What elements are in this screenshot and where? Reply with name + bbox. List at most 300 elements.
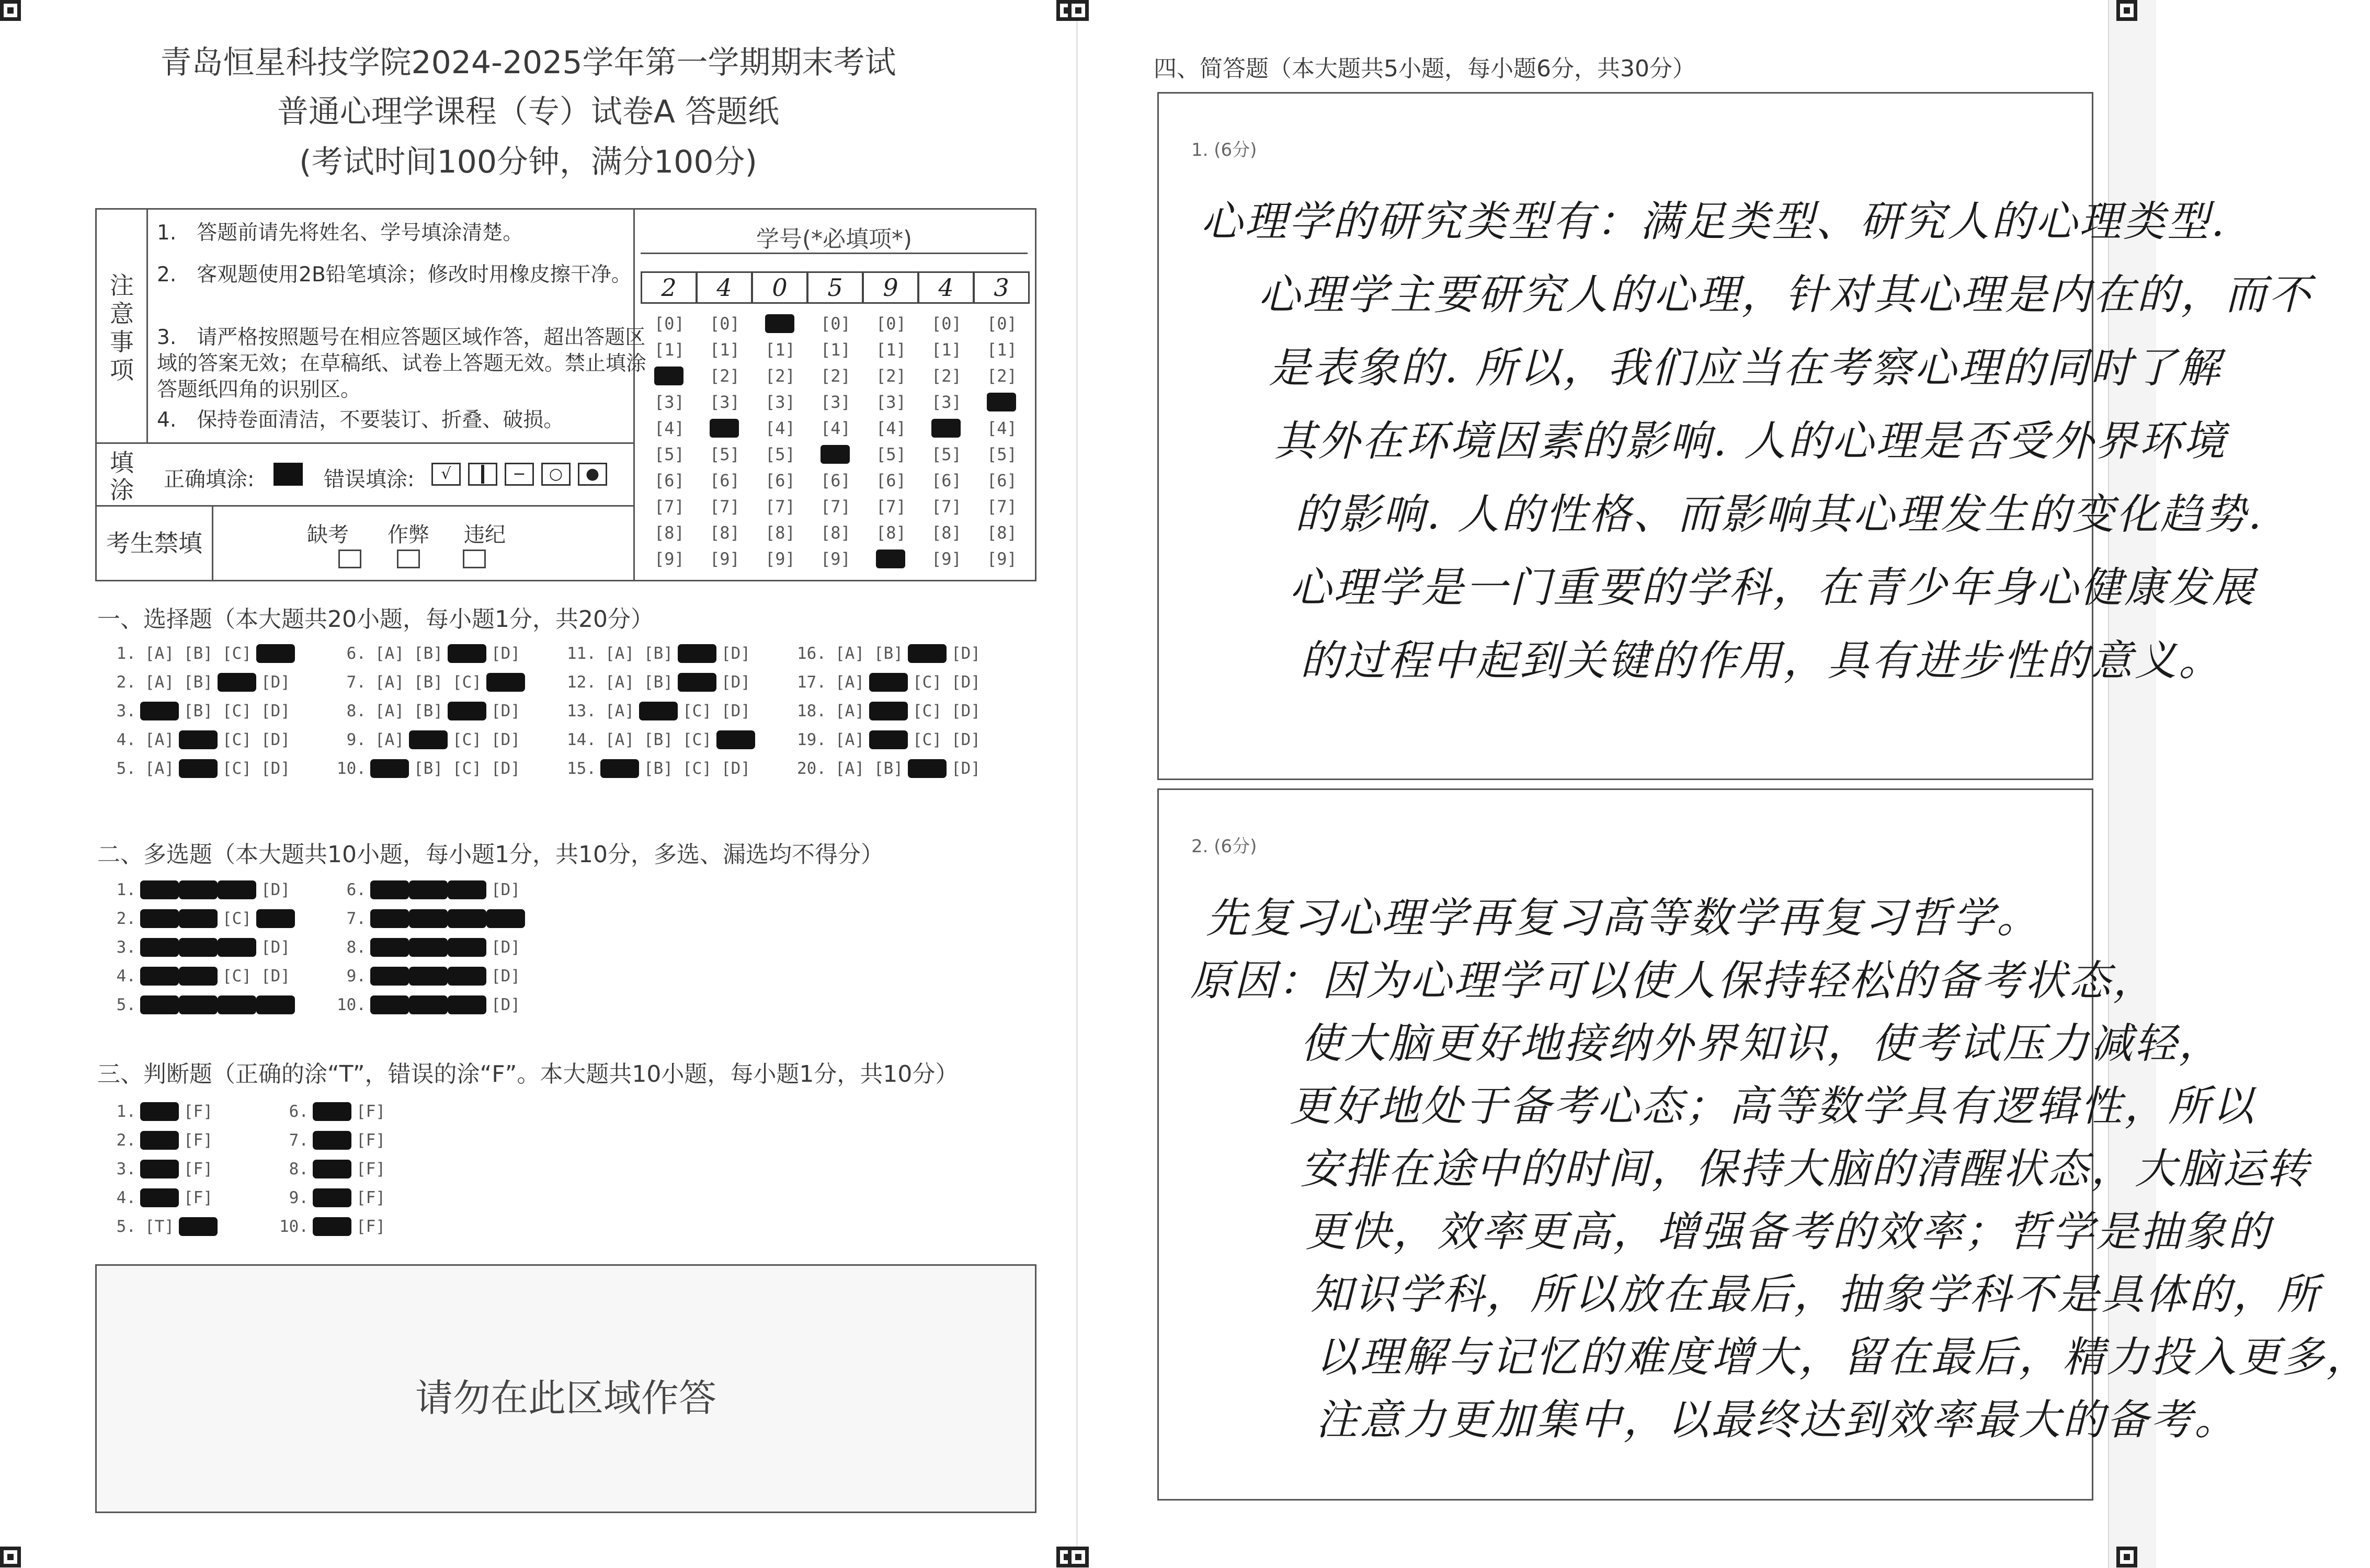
answer-bubble[interactable]: [D] (721, 673, 750, 692)
question-row (276, 1188, 390, 1207)
handwritten-line: 安排在途中的时间，保持大脑的清醒状态，大脑运转 (1300, 1144, 2310, 1193)
question-row (334, 702, 525, 720)
answer-bubble[interactable]: [C] (222, 909, 252, 928)
question-number: 18. (797, 702, 826, 720)
answer-bubble[interactable]: [T] (313, 1160, 351, 1178)
answer-bubble[interactable]: [D] (256, 995, 295, 1014)
student-id-bubble[interactable]: [5] (654, 444, 685, 464)
answer-bubble[interactable]: [D] (491, 938, 520, 957)
answer-bubble[interactable]: [C] (913, 730, 942, 749)
question-row (276, 1160, 390, 1178)
corner-mark-icon (0, 1547, 21, 1567)
student-id-bubble[interactable]: [6] (931, 471, 962, 490)
question-row (276, 1217, 390, 1236)
corner-mark-icon (2116, 1547, 2137, 1567)
answer-bubble[interactable]: [A] (370, 909, 409, 928)
answer-bubble[interactable]: [C] (678, 673, 716, 692)
answer-bubble[interactable]: [B] (179, 938, 218, 957)
corner-mark-icon (2116, 0, 2137, 21)
question-row (104, 995, 295, 1014)
handwritten-line: 是表象的. 所以，我们应当在考察心理的同时了解 (1269, 344, 2222, 392)
answer-bubble[interactable]: [C] (913, 702, 942, 720)
answer-bubble[interactable]: [F] (356, 1160, 385, 1178)
question-number: 17. (797, 673, 826, 692)
question-row (334, 967, 525, 986)
student-id-bubble[interactable]: [2] (987, 366, 1017, 386)
handwritten-line: 其外在环境因素的影响. 人的心理是否受外界环境 (1274, 417, 2227, 465)
question-row (104, 1131, 218, 1150)
answer-bubble[interactable]: [A] (370, 995, 409, 1014)
answer-bubble[interactable]: [F] (184, 1131, 213, 1150)
answer-bubble[interactable]: [B] (409, 880, 448, 899)
answer-bubble[interactable]: [C] (222, 967, 252, 986)
student-id-bubble[interactable]: [7] (876, 497, 906, 517)
student-id-bubble[interactable]: [4] (876, 418, 906, 438)
answer-box-q1[interactable] (1157, 92, 2312, 780)
corner-mark-icon (1068, 1547, 1089, 1567)
answer-bubble[interactable]: [A] (605, 673, 634, 692)
student-id-bubble[interactable]: [2] (876, 366, 906, 386)
answer-bubble[interactable]: [A] (605, 702, 634, 720)
answer-bubble[interactable]: [A] (835, 702, 864, 720)
answer-bubble[interactable]: [C] (682, 730, 712, 749)
answer-bubble[interactable]: [D] (951, 673, 981, 692)
student-id-bubble[interactable]: [5] (765, 444, 795, 464)
answer-bubble[interactable]: [B] (179, 967, 218, 986)
answer-bubble[interactable]: [B] (409, 730, 448, 749)
question-number: 9. (289, 1188, 309, 1207)
student-id-bubble[interactable]: [0] (765, 314, 795, 334)
wrong-mark-dash-icon: − (505, 463, 534, 486)
answer-bubble[interactable]: [B] (184, 644, 213, 663)
answer-bubble[interactable]: [C] (452, 759, 482, 778)
student-id-digit: 3 (973, 271, 1030, 304)
answer-bubble[interactable]: [A] (140, 995, 179, 1014)
question-number: 13. (567, 702, 596, 720)
forbidden-label: 考生禁填 (106, 529, 202, 557)
answer-bubble[interactable]: [B] (179, 995, 218, 1014)
student-id-bubble[interactable]: [3] (931, 392, 962, 412)
q2-label: 2. (6分) (1191, 836, 1257, 857)
exam-subtitle: 普通心理学课程（专）试卷A 答题纸 (277, 94, 780, 130)
answer-bubble[interactable]: [A] (370, 759, 409, 778)
question-row (334, 673, 525, 692)
question-number: 2. (116, 1131, 136, 1150)
student-id-bubble[interactable]: [1] (876, 340, 906, 360)
handwritten-line: 心理学是一门重要的学科，在青少年身心健康发展 (1290, 563, 2256, 612)
question-number: 12. (567, 673, 596, 692)
answer-bubble[interactable]: [C] (222, 702, 252, 720)
answer-bubble[interactable]: [D] (491, 644, 520, 663)
answer-bubble[interactable]: [D] (491, 880, 520, 899)
question-row (794, 702, 985, 720)
student-id-bubble[interactable]: [6] (987, 471, 1017, 490)
answer-bubble[interactable]: [B] (179, 880, 218, 899)
answer-bubble[interactable]: [D] (256, 909, 295, 928)
student-id-bubble[interactable]: [0] (821, 314, 851, 334)
answer-bubble[interactable]: [A] (375, 702, 404, 720)
answer-bubble[interactable]: [A] (600, 759, 639, 778)
answer-bubble[interactable]: [T] (313, 1131, 351, 1150)
student-id-bubble[interactable]: [8] (710, 523, 740, 543)
answer-bubble[interactable]: [A] (835, 673, 864, 692)
answer-bubble[interactable]: [B] (184, 673, 213, 692)
notice-label: 注意事项 (110, 271, 134, 384)
answer-bubble[interactable]: [F] (356, 1131, 385, 1150)
answer-bubble[interactable]: [D] (261, 938, 290, 957)
correct-fill-swatch (274, 463, 303, 486)
section1-title: 一、选择题（本大题共20小题，每小题1分，共20分） (97, 606, 654, 633)
answer-bubble[interactable]: [A] (145, 759, 174, 778)
handwritten-line: 原因：因为心理学可以使人保持轻松的备考状态， (1190, 956, 2157, 1005)
handwritten-line: 更好地处于备考心态；高等数学具有逻辑性，所以 (1290, 1082, 2256, 1130)
answer-bubble[interactable]: [B] (414, 644, 443, 663)
student-id-bubble[interactable]: [9] (765, 549, 795, 569)
answer-bubble[interactable]: [C] (222, 759, 252, 778)
student-id-bubble[interactable]: [1] (765, 340, 795, 360)
question-number: 11. (567, 644, 596, 663)
question-number: 7. (289, 1131, 309, 1150)
student-id-bubble[interactable]: [7] (654, 497, 685, 517)
answer-bubble[interactable]: [A] (140, 702, 179, 720)
answer-box-q2[interactable] (1157, 788, 2370, 1501)
wrong-mark-check-icon: √ (431, 463, 461, 486)
student-id-bubble[interactable]: [6] (876, 471, 906, 490)
answer-bubble[interactable]: [C] (682, 702, 712, 720)
handwritten-line: 心理学主要研究人的心理，针对其心理是内在的，而不 (1258, 270, 2312, 319)
absent-checkbox[interactable] (338, 550, 361, 568)
student-id-digit: 0 (751, 271, 808, 304)
student-id-bubble[interactable]: [1] (987, 340, 1017, 360)
student-id-bubble[interactable]: [8] (654, 523, 685, 543)
student-id-bubble[interactable]: [0] (654, 314, 685, 334)
student-id-bubble[interactable]: [3] (710, 392, 740, 412)
student-id-bubble[interactable]: [9] (821, 549, 851, 569)
student-id-bubble[interactable]: [1] (654, 340, 685, 360)
question-row (794, 644, 985, 663)
student-id-bubble[interactable]: [7] (710, 497, 740, 517)
student-id-bubble[interactable]: [6] (654, 471, 685, 490)
student-id-digit: 4 (918, 271, 974, 304)
answer-bubble[interactable]: [B] (869, 730, 908, 749)
student-id-bubble[interactable]: [6] (765, 471, 795, 490)
question-row (104, 759, 295, 778)
student-id-bubble[interactable]: [9] (710, 549, 740, 569)
student-id-bubble[interactable]: [4] (931, 418, 962, 438)
answer-bubble[interactable]: [C] (682, 759, 712, 778)
student-id-bubble[interactable]: [3] (654, 392, 685, 412)
answer-bubble[interactable]: [B] (639, 702, 678, 720)
student-id-bubble[interactable]: [3] (876, 392, 906, 412)
question-number: 6. (346, 880, 366, 899)
answer-bubble[interactable]: [D] (951, 702, 981, 720)
question-row (334, 909, 525, 928)
answer-bubble[interactable]: [T] (140, 1102, 179, 1121)
question-number: 15. (567, 759, 596, 778)
student-id-title: 学号(*必填项*) (756, 226, 913, 253)
question-row (334, 995, 525, 1014)
answer-bubble[interactable]: [C] (448, 644, 486, 663)
answer-bubble[interactable]: [D] (491, 730, 520, 749)
fill-label: 填涂 (110, 449, 134, 504)
answer-bubble[interactable]: [D] (951, 759, 981, 778)
answer-bubble[interactable]: [C] (448, 880, 486, 899)
handwritten-line: 以理解与记忆的难度增大，留在最后，精力投入更多， (1316, 1333, 2370, 1381)
student-id-bubble[interactable]: [7] (765, 497, 795, 517)
answer-bubble[interactable]: [F] (184, 1160, 213, 1178)
answer-bubble[interactable]: [D] (261, 967, 290, 986)
answer-bubble[interactable]: [D] (261, 759, 290, 778)
answer-bubble[interactable]: [B] (644, 759, 673, 778)
answer-bubble[interactable]: [D] (261, 880, 290, 899)
answer-bubble[interactable]: [B] (179, 909, 218, 928)
answer-bubble[interactable]: [D] (261, 673, 290, 692)
answer-bubble[interactable]: [D] (261, 730, 290, 749)
question-row (334, 938, 525, 957)
answer-bubble[interactable]: [C] (222, 644, 252, 663)
wrong-mark-circle-icon: ○ (541, 463, 571, 486)
answer-bubble[interactable]: [A] (605, 644, 634, 663)
answer-bubble[interactable]: [D] (721, 759, 750, 778)
answer-bubble[interactable]: [T] (313, 1217, 351, 1236)
answer-bubble[interactable]: [C] (218, 880, 256, 899)
no-answer-zone (95, 1264, 1036, 1513)
student-id-bubble[interactable]: [8] (821, 523, 851, 543)
answer-bubble[interactable]: [B] (869, 702, 908, 720)
answer-bubble[interactable]: [C] (448, 909, 486, 928)
answer-bubble[interactable]: [A] (375, 730, 404, 749)
student-id-bubble[interactable]: [2] (931, 366, 962, 386)
answer-bubble[interactable]: [A] (145, 730, 174, 749)
answer-bubble[interactable]: [B] (409, 967, 448, 986)
cheat-checkbox[interactable] (397, 550, 420, 568)
question-row (276, 1102, 390, 1121)
answer-bubble[interactable]: [A] (370, 880, 409, 899)
student-id-bubble[interactable]: [5] (710, 444, 740, 464)
answer-bubble[interactable]: [A] (375, 673, 404, 692)
answer-bubble[interactable]: [B] (874, 644, 903, 663)
answer-bubble[interactable]: [T] (140, 1188, 179, 1207)
student-id-bubble[interactable]: [5] (987, 444, 1017, 464)
question-number: 2. (116, 909, 136, 928)
answer-bubble[interactable]: [A] (140, 909, 179, 928)
student-id-bubble[interactable]: [2] (821, 366, 851, 386)
student-id-bubble[interactable]: [7] (987, 497, 1017, 517)
handwritten-line: 的过程中起到关键的作用，具有进步性的意义。 (1300, 636, 2223, 685)
student-id-bubble[interactable]: [0] (876, 314, 906, 334)
answer-bubble[interactable]: [C] (452, 673, 482, 692)
answer-bubble[interactable]: [A] (140, 880, 179, 899)
student-id-bubble[interactable]: [9] (987, 549, 1017, 569)
student-id-bubble[interactable]: [4] (987, 418, 1017, 438)
answer-bubble[interactable]: [A] (835, 644, 864, 663)
answer-bubble[interactable]: [A] (370, 938, 409, 957)
handwritten-line: 更快，效率更高，增强备考的效率；哲学是抽象的 (1305, 1207, 2272, 1256)
student-id-bubble[interactable]: [0] (710, 314, 740, 334)
student-id-bubble[interactable]: [4] (654, 418, 685, 438)
question-row (104, 880, 295, 899)
answer-bubble[interactable]: [B] (179, 730, 218, 749)
student-id-bubble[interactable]: [7] (821, 497, 851, 517)
question-number: 5. (116, 995, 136, 1014)
answer-bubble[interactable]: [D] (491, 759, 520, 778)
student-id-bubble[interactable]: [8] (987, 523, 1017, 543)
student-id-bubble[interactable]: [5] (931, 444, 962, 464)
question-row (564, 644, 755, 663)
answer-bubble[interactable]: [A] (145, 644, 174, 663)
answer-bubble[interactable]: [B] (869, 673, 908, 692)
question-number: 2. (116, 673, 136, 692)
answer-bubble[interactable]: [A] (835, 759, 864, 778)
student-id-bubble[interactable]: [8] (876, 523, 906, 543)
wrong-mark-half-icon (468, 463, 497, 486)
answer-bubble[interactable]: [C] (678, 644, 716, 663)
wrong-fill-label: 错误填涂: (324, 467, 415, 491)
answer-bubble[interactable]: [B] (414, 673, 443, 692)
answer-bubble[interactable]: [D] (256, 644, 295, 663)
corner-mark-icon (1068, 0, 1089, 21)
cheat-label: 作弊 (388, 523, 429, 547)
answer-bubble[interactable]: [A] (370, 967, 409, 986)
student-id-bubble[interactable]: [5] (876, 444, 906, 464)
question-row (104, 909, 295, 928)
answer-bubble[interactable]: [C] (222, 730, 252, 749)
question-number: 1. (116, 1102, 136, 1121)
student-id-bubble[interactable]: [5] (821, 444, 851, 464)
question-row (794, 759, 985, 778)
question-row (104, 1188, 218, 1207)
answer-bubble[interactable]: [C] (908, 644, 947, 663)
answer-bubble[interactable]: [D] (261, 702, 290, 720)
answer-bubble[interactable]: [C] (448, 702, 486, 720)
answer-bubble[interactable]: [F] (184, 1188, 213, 1207)
student-id-bubble[interactable]: [4] (710, 418, 740, 438)
question-row (276, 1131, 390, 1150)
answer-bubble[interactable]: [T] (145, 1217, 174, 1236)
answer-bubble[interactable]: [D] (486, 673, 525, 692)
answer-bubble[interactable]: [B] (409, 938, 448, 957)
student-id-bubble[interactable]: [6] (821, 471, 851, 490)
absent-label: 缺考 (307, 523, 349, 547)
student-id-bubble[interactable]: [9] (876, 549, 906, 569)
answer-bubble[interactable]: [C] (452, 730, 482, 749)
answer-bubble[interactable]: [D] (721, 644, 750, 663)
answer-bubble[interactable]: [A] (835, 730, 864, 749)
answer-bubble[interactable]: [D] (716, 730, 755, 749)
answer-bubble[interactable]: [A] (375, 644, 404, 663)
answer-bubble[interactable]: [C] (218, 995, 256, 1014)
student-id-bubble[interactable]: [9] (654, 549, 685, 569)
answer-bubble[interactable]: [C] (448, 967, 486, 986)
student-id-bubble[interactable]: [8] (765, 523, 795, 543)
student-id-bubble[interactable]: [1] (931, 340, 962, 360)
answer-bubble[interactable]: [F] (179, 1217, 218, 1236)
answer-bubble[interactable]: [C] (218, 673, 256, 692)
answer-bubble[interactable]: [F] (184, 1102, 213, 1121)
student-id-bubble[interactable]: [4] (765, 418, 795, 438)
answer-bubble[interactable]: [A] (605, 730, 634, 749)
answer-bubble[interactable]: [F] (356, 1217, 385, 1236)
answer-bubble[interactable]: [A] (145, 673, 174, 692)
answer-bubble[interactable]: [D] (491, 995, 520, 1014)
wrong-mark-dot-icon: ● (578, 463, 607, 486)
violation-checkbox[interactable] (463, 550, 486, 568)
answer-bubble[interactable]: [D] (491, 967, 520, 986)
corner-mark-icon (0, 0, 21, 21)
student-id-bubble[interactable]: [0] (987, 314, 1017, 334)
question-number: 14. (567, 730, 596, 749)
answer-bubble[interactable]: [A] (140, 967, 179, 986)
question-number: 1. (116, 880, 136, 899)
answer-bubble[interactable]: [F] (356, 1102, 385, 1121)
student-id-bubble[interactable]: [3] (821, 392, 851, 412)
answer-bubble[interactable]: [B] (414, 702, 443, 720)
answer-bubble[interactable]: [B] (414, 759, 443, 778)
answer-bubble[interactable]: [C] (448, 995, 486, 1014)
student-id-bubble[interactable]: [4] (821, 418, 851, 438)
student-id-bubble[interactable]: [9] (931, 549, 962, 569)
answer-bubble[interactable]: [F] (356, 1188, 385, 1207)
answer-bubble[interactable]: [B] (644, 730, 673, 749)
answer-bubble[interactable]: [D] (951, 644, 981, 663)
student-id-bubble[interactable]: [8] (931, 523, 962, 543)
student-id-bubble[interactable]: [6] (710, 471, 740, 490)
answer-bubble[interactable]: [T] (140, 1131, 179, 1150)
question-row (794, 730, 985, 749)
answer-bubble[interactable]: [T] (313, 1102, 351, 1121)
answer-bubble[interactable]: [B] (184, 702, 213, 720)
answer-bubble[interactable]: [D] (951, 730, 981, 749)
answer-bubble[interactable]: [C] (908, 759, 947, 778)
section2-title: 二、多选题（本大题共10小题，每小题1分，共10分，多选、漏选均不得分） (97, 841, 884, 868)
answer-bubble[interactable]: [T] (140, 1160, 179, 1178)
notice-item-3: 3. 请严格按照题号在相应答题区域作答，超出答题区域的答案无效；在草稿纸、试卷上答题无效。禁止填涂答题纸四角的识别区。 (157, 326, 647, 402)
student-id-bubble[interactable]: [2] (765, 366, 795, 386)
question-number: 3. (116, 1160, 136, 1178)
question-number: 8. (289, 1160, 309, 1178)
student-id-bubble[interactable]: [0] (931, 314, 962, 334)
answer-bubble[interactable]: [B] (409, 995, 448, 1014)
question-number: 4. (116, 730, 136, 749)
student-id-bubble[interactable]: [3] (765, 392, 795, 412)
student-id-bubble[interactable]: [3] (987, 392, 1017, 412)
question-number: 19. (797, 730, 826, 749)
question-number: 5. (116, 759, 136, 778)
answer-bubble[interactable]: [T] (313, 1188, 351, 1207)
answer-bubble[interactable]: [C] (218, 938, 256, 957)
answer-bubble[interactable]: [D] (486, 909, 525, 928)
answer-bubble[interactable]: [B] (644, 673, 673, 692)
question-row (334, 880, 525, 899)
answer-bubble[interactable]: [B] (409, 909, 448, 928)
student-id-bubble[interactable]: [7] (931, 497, 962, 517)
answer-bubble[interactable]: [B] (644, 644, 673, 663)
correct-fill-label: 正确填涂: (164, 467, 255, 491)
answer-bubble[interactable]: [D] (721, 702, 750, 720)
answer-bubble[interactable]: [C] (913, 673, 942, 692)
answer-bubble[interactable]: [A] (140, 938, 179, 957)
answer-bubble[interactable]: [D] (491, 702, 520, 720)
student-id-bubble[interactable]: [1] (710, 340, 740, 360)
answer-bubble[interactable]: [B] (179, 759, 218, 778)
question-number: 16. (797, 644, 826, 663)
question-row (334, 759, 525, 778)
student-id-bubble[interactable]: [2] (654, 366, 685, 386)
student-id-bubble[interactable]: [2] (710, 366, 740, 386)
answer-bubble[interactable]: [B] (874, 759, 903, 778)
answer-bubble[interactable]: [C] (448, 938, 486, 957)
student-id-bubble[interactable]: [1] (821, 340, 851, 360)
